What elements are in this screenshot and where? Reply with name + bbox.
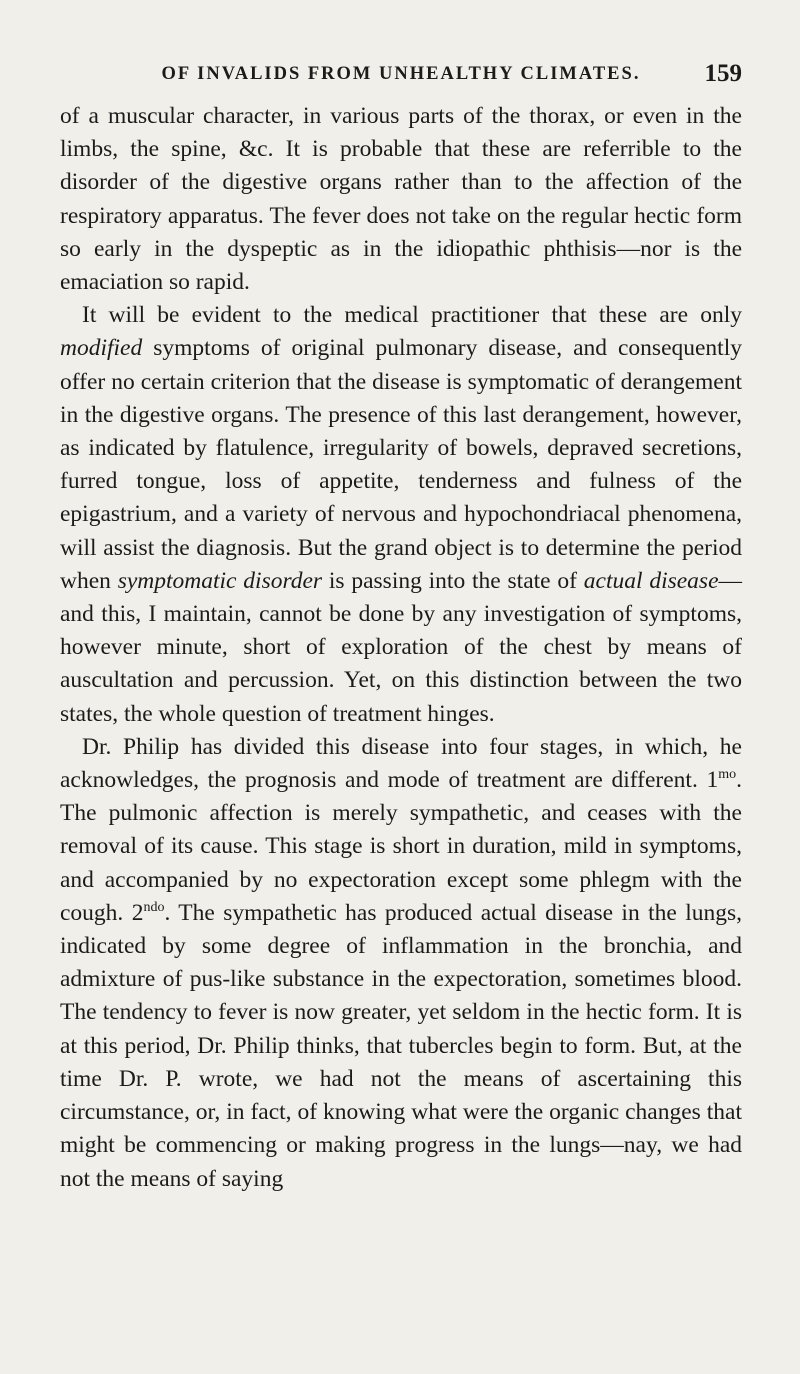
italic-term: modified — [60, 335, 143, 362]
running-head — [60, 0, 742, 100]
ordinal-suffix: ndo — [143, 900, 165, 916]
paragraph-dr-philip-stages — [60, 731, 742, 1196]
running-title: OF INVALIDS FROM UNHEALTHY CLIMATES. — [161, 64, 641, 84]
paragraph-modified-symptoms — [60, 299, 742, 731]
text-run: Dr. Philip has divided this disease into four stages, in which, he acknowledges, the prognosis and mode of treatment are different. 1 — [60, 733, 742, 794]
text-run: . The sympathetic has produced actual disease in the lungs, indicated by some degree of inflammation in the bronchia, and admixture of pus-like substance in the expectoration, sometimes blood. The tendency to fever is now greater, yet seldom in the hectic form. It is at this period, Dr. Philip thinks, that tubercles begin to form. But, at the time Dr. P. wrote, we had not the means of ascertaining this circumstance, or, in fact, of knowing what were the organic changes that might be commencing or making progress in the lungs—nay, we had not the means of saying — [60, 899, 742, 1192]
text-run: It will be evident to the medical practitioner that these are only — [82, 302, 742, 329]
text-run: is passing into the state of — [322, 567, 584, 594]
paragraph-continued: of a muscular character, in various parts of the thorax, or even in the limbs, the spine, &c. It is probable that these are referrible to the disorder of the digestive organs rather than to the affection of the respiratory apparatus. The fever does not take on the regular hectic form so early in the dyspeptic as in the idiopathic phthisis—nor is the emaciation so rapid. — [60, 103, 742, 296]
page-number: 159 — [704, 60, 742, 87]
italic-term: symptomatic disorder — [117, 567, 323, 594]
text-run: . The pulmonic affection is merely sympathetic, and ceases with the removal of its cause. This stage is short in duration, mild in symptoms, and accompanied by no expectoration except some phlegm with the cough. 2 — [60, 767, 742, 926]
text-run: —and this, I maintain, cannot be done by any investigation of symptoms, however minute, short of exploration of the chest by means of auscultation and percussion. Yet, on this distinction between the two states, the whole question of treatment hinges. — [60, 567, 743, 727]
text-run: symptoms of original pulmonary disease, and consequently offer no certain criterion that the disease is symptomatic of derangement in the digestive organs. The presence of this last derangement, however, as indicated by flatulence, irregularity of bowels, depraved secretions, furred tongue, loss of appetite, tenderness and fulness of the epigastrium, and a variety of nervous and hypochondriacal phenomena, will assist the diagnosis. But the grand object is to determine the period when — [60, 335, 742, 594]
body-text — [60, 100, 742, 1196]
italic-term: actual disease — [583, 567, 719, 594]
ordinal-suffix: mo — [718, 767, 737, 783]
